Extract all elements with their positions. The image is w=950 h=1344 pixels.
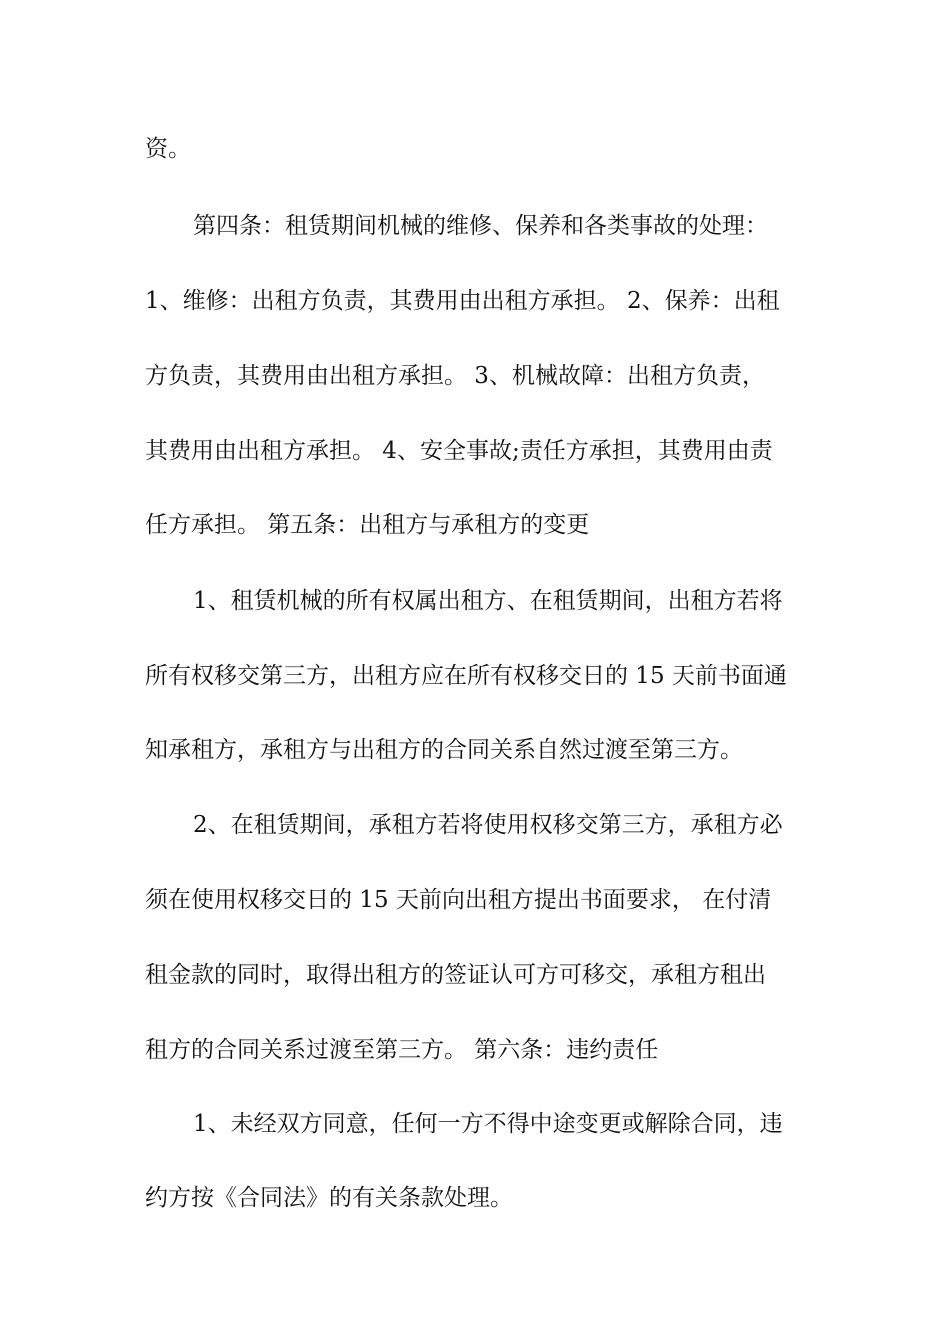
text-line: 1、未经双方同意，任何一方不得中途变更或解除合同，违	[193, 1111, 783, 1137]
text-line: 约方按《合同法》的有关条款处理。	[145, 1185, 513, 1211]
text-line: 租金款的同时，取得出租方的签证认可方可移交，承租方租出	[145, 962, 766, 988]
text-line: 1、租赁机械的所有权属出租方、在租赁期间，出租方若将	[193, 588, 783, 614]
text-line: 1、维修：出租方负责，其费用由出租方承担。 2、保养：出租	[145, 288, 780, 314]
text-line: 任方承担。 第五条：出租方与承租方的变更	[145, 512, 590, 538]
text-line: 租方的合同关系过渡至第三方。 第六条：违约责任	[145, 1037, 659, 1063]
text-line: 所有权移交第三方，出租方应在所有权移交日的 15 天前书面通	[145, 663, 787, 689]
text-line: 方负责，其费用由出租方承担。 3、机械故障：出租方负责，	[145, 363, 765, 389]
text-line: 资。	[145, 136, 191, 162]
text-line: 其费用由出租方承担。 4、安全事故;责任方承担，其费用由责	[145, 438, 773, 464]
text-line: 2、在租赁期间，承租方若将使用权移交第三方，承租方必	[193, 812, 783, 838]
text-line: 须在使用权移交日的 15 天前向出租方提出书面要求， 在付清	[145, 887, 772, 913]
text-line: 知承租方，承租方与出租方的合同关系自然过渡至第三方。	[145, 737, 743, 763]
text-line: 第四条：租赁期间机械的维修、保养和各类事故的处理：	[193, 213, 768, 239]
